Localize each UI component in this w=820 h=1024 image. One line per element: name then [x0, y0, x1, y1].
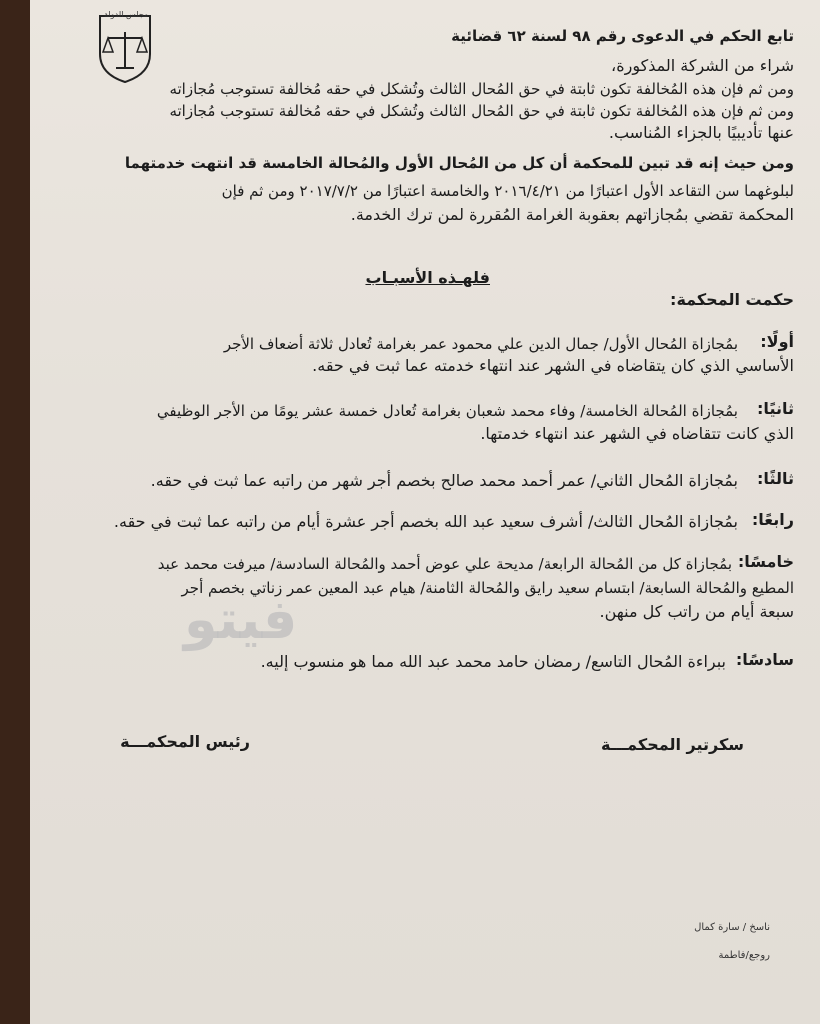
ruling-6-line-1: ببراءة المُحال التاسع/ رمضان حامد محمد عبد الله مما هو منسوب إليه. — [260, 652, 726, 671]
footer-typist: ناسخ / سارة كمال — [694, 922, 770, 933]
seal-caption: مجلس الدولة — [104, 10, 149, 19]
ruling-3-line-1: بمُجازاة المُحال الثاني/ عمر أحمد محمد صالح بخصم أجر شهر من راتبه عما ثبت في حقه. — [150, 471, 738, 490]
ruling-1-line-2: الأساسي الذي كان يتقاضاه في الشهر عند انتهاء خدمته عما ثبت في حقه. — [312, 356, 794, 375]
ruling-2-line-1: بمُجازاة المُحالة الخامسة/ وفاء محمد شعبان بغرامة تُعادل خمسة عشر يومًا من الأجر الوظيفي — [156, 402, 738, 420]
intro-line-4: عنها تأديبيًا بالجزاء المُناسب. — [608, 123, 794, 142]
ruling-1-label: أولًا: — [760, 332, 794, 351]
ruling-1-line-1: بمُجازاة المُحال الأول/ جمال الدين علي محمود عمر بغرامة تُعادل ثلاثة أضعاف الأجر — [223, 335, 738, 353]
ruling-6-label: سادسًا: — [735, 650, 794, 669]
ruling-2-label: ثانيًا: — [757, 399, 794, 418]
ruling-4-label: رابعًا: — [751, 510, 794, 529]
president-signature-label: رئيس المحكمـــة — [120, 732, 250, 751]
ruling-5-label: خامسًا: — [737, 552, 794, 571]
ruling-3-label: ثالثًا: — [757, 469, 794, 488]
ruling-5-line-2: المطيع والمُحالة السابعة/ ابتسام سعيد رايق والمُحالة الثامنة/ هيام عبد المعين عمر زناتي بخصم أجر — [181, 579, 794, 597]
finding-line-2: لبلوغهما سن التقاعد الأول اعتبارًا من ٢٠١٦/٤/٢١ والخامسة اعتبارًا من ٢٠١٧/٧/٢ ومن ثم فإن — [221, 182, 794, 200]
watermark-logo: فيتو — [184, 588, 298, 651]
finding-heading: ومن حيث إنه قد تبين للمحكمة أن كل من المُحال الأول والمُحالة الخامسة قد انتهت خدمتهما — [124, 154, 794, 172]
ruling-5-line-1: بمُجازاة كل من المُحالة الرابعة/ مديحة علي عوض أحمد والمُحالة السادسة/ ميرفت محمد عبد — [157, 555, 732, 573]
intro-line-2: ومن ثم فإن هذه المُخالفة تكون ثابتة في حق المُحال الثالث وتُشكل في حقه مُخالفة تستوجب مُجازاته — [169, 80, 794, 98]
footer-reviewer: روجع/فاطمة — [718, 950, 770, 961]
intro-line-1: شراء من الشركة المذكورة، — [611, 56, 794, 75]
reasons-title: فلهـذه الأسبـاب — [365, 268, 490, 287]
finding-line-3: المحكمة تقضي بمُجازاتهم بعقوبة الغرامة المُقررة لمن ترك الخدمة. — [350, 205, 794, 224]
document-page — [30, 0, 820, 1024]
secretary-signature-label: سكرتير المحكمـــة — [601, 735, 744, 754]
ruling-5-line-3: سبعة أيام من راتب كل منهن. — [599, 602, 794, 621]
intro-line-3: ومن ثم فإن هذه المُخالفة تكون ثابتة في حق المُحال الثالث وتُشكل في حقه مُخالفة تستوجب مُجازاته — [169, 102, 794, 120]
ruling-2-line-2: الذي كانت تتقاضاه في الشهر عند انتهاء خدمتها. — [480, 424, 794, 443]
page-header: تابع الحكم في الدعوى رقم ٩٨ لسنة ٦٢ قضائية — [451, 27, 794, 45]
ruling-4-line-1: بمُجازاة المُحال الثالث/ أشرف سعيد عبد الله بخصم أجر عشرة أيام من راتبه عما ثبت في حقه. — [113, 512, 738, 531]
court-ruled-heading: حكمت المحكمة: — [670, 290, 794, 309]
